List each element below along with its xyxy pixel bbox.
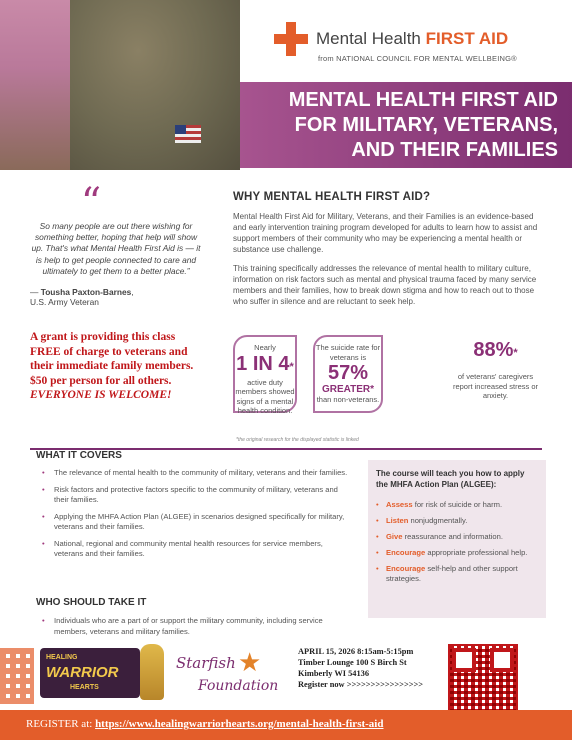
list-item: • Give reassurance and information. [376,532,538,542]
mhfa-logo [272,20,508,58]
register-bar [0,710,572,740]
list-item: • Listen nonjudgmentally. [376,516,538,526]
decorative-dots [0,648,34,704]
list-item: • Encourage appropriate professional help. [376,548,538,558]
covers-heading: WHAT IT COVERS [36,450,122,461]
winged-figure-icon [140,644,164,700]
stat-caregivers: 88%* of veterans' caregivers report increased stress or anxiety. [452,339,539,400]
stats-footnote: *the original research for the displayed statistic is linked [236,437,359,443]
quote-text: So many people are out there wishing for something better, hoping that help will show up. That's what Mental Health First Aid is — it is help to get people connected to care and ultimately to get them to a better place.” [31,221,201,276]
healing-warrior-hearts-logo: HEALING WARRIOR HEARTS [40,648,140,698]
why-paragraph-2: This training specifically addresses the relevance of mental health to military culture, information on risk factors such as mental and physical trauma faced by many service members and their families, how to break down stigma and how to reach out to those who suffer in silence and are reluctant to seek help. [233,264,537,306]
starfish-icon: ★ [238,647,262,677]
list-item: • Applying the MHFA Action Plan (ALGEE) in scenarios designed specifically for military, veterans and their families. [42,512,354,533]
register-link[interactable]: https://www.healingwarriorhearts.org/mental-health-first-aid [95,718,384,730]
list-item: • Individuals who are a part of or support the military community, including service members, veterans and military families. [42,616,354,637]
event-details: APRIL 15, 2026 8:15am-5:15pm Timber Lounge 100 S Birch St Kimberly WI 54136 Register now >>>>>>>>>>>>>>>> [298,647,424,689]
qr-code[interactable] [448,644,518,714]
us-flag-patch-icon [175,125,201,143]
register-now-link[interactable]: Register now >>>>>>>>>>>>>>>> [298,680,424,689]
why-section [233,191,543,307]
starfish-foundation-logo: Starfish ★ Foundation [176,647,279,694]
hero-header [0,0,572,180]
plus-cross-icon [272,20,310,58]
algee-heading: The course will teach you how to apply the MHFA Action Plan (ALGEE): [376,469,525,489]
why-heading: WHY MENTAL HEALTH FIRST AID? [233,191,431,203]
stat-card-active-duty: Nearly 1 IN 4* active duty members showed signs of a mental health condition. [233,335,297,413]
quote-mark-icon: “ [80,180,102,226]
list-item: • Encourage self-help and other support strategies. [376,564,538,584]
title-banner [240,82,572,168]
logo-text: Mental Health FIRST AID [316,29,509,48]
register-label: REGISTER at: [26,718,96,730]
page-title: MENTAL HEALTH FIRST AID FOR MILITARY, VETERANS, AND THEIR FAMILIES [288,89,558,161]
stat-card-suicide-rate: The suicide rate for veterans is 57% GREATER* than non-veterans. [313,335,383,413]
who-list [42,616,354,643]
list-item: • Risk factors and protective factors specific to the community of military, veterans and their families. [42,485,354,506]
list-item: • The relevance of mental health to the community of military, veterans and their families. [42,468,354,479]
covers-list [42,468,354,566]
soldier-figure [70,0,240,170]
why-paragraph-1: Mental Health First Aid for Military, Veterans, and their Families is an evidence-based and early intervention training program developed for adults to learn how to assist and support members of their community who may be experiencing a mental health or substance use challenge. [233,212,538,254]
list-item: • National, regional and community mental health resources for service members, veterans and their families. [42,539,354,560]
list-item: • Assess for risk of suicide or harm. [376,500,538,510]
algee-box [368,460,546,618]
statistics [233,335,543,415]
who-heading: WHO SHOULD TAKE IT [36,597,147,608]
quote-author: — Tousha Paxton-Barnes, U.S. Army Veteran [30,287,134,308]
grant-notice: A grant is providing this class FREE of charge to veterans and their immediate family members. $50 per person for all others. EVERYONE IS WELCOME! [30,331,194,401]
testimonial-quote [30,180,202,308]
logo-subtitle: from NATIONAL COUNCIL FOR MENTAL WELLBEING® [318,54,517,63]
saluting-soldier-photo [0,0,240,170]
